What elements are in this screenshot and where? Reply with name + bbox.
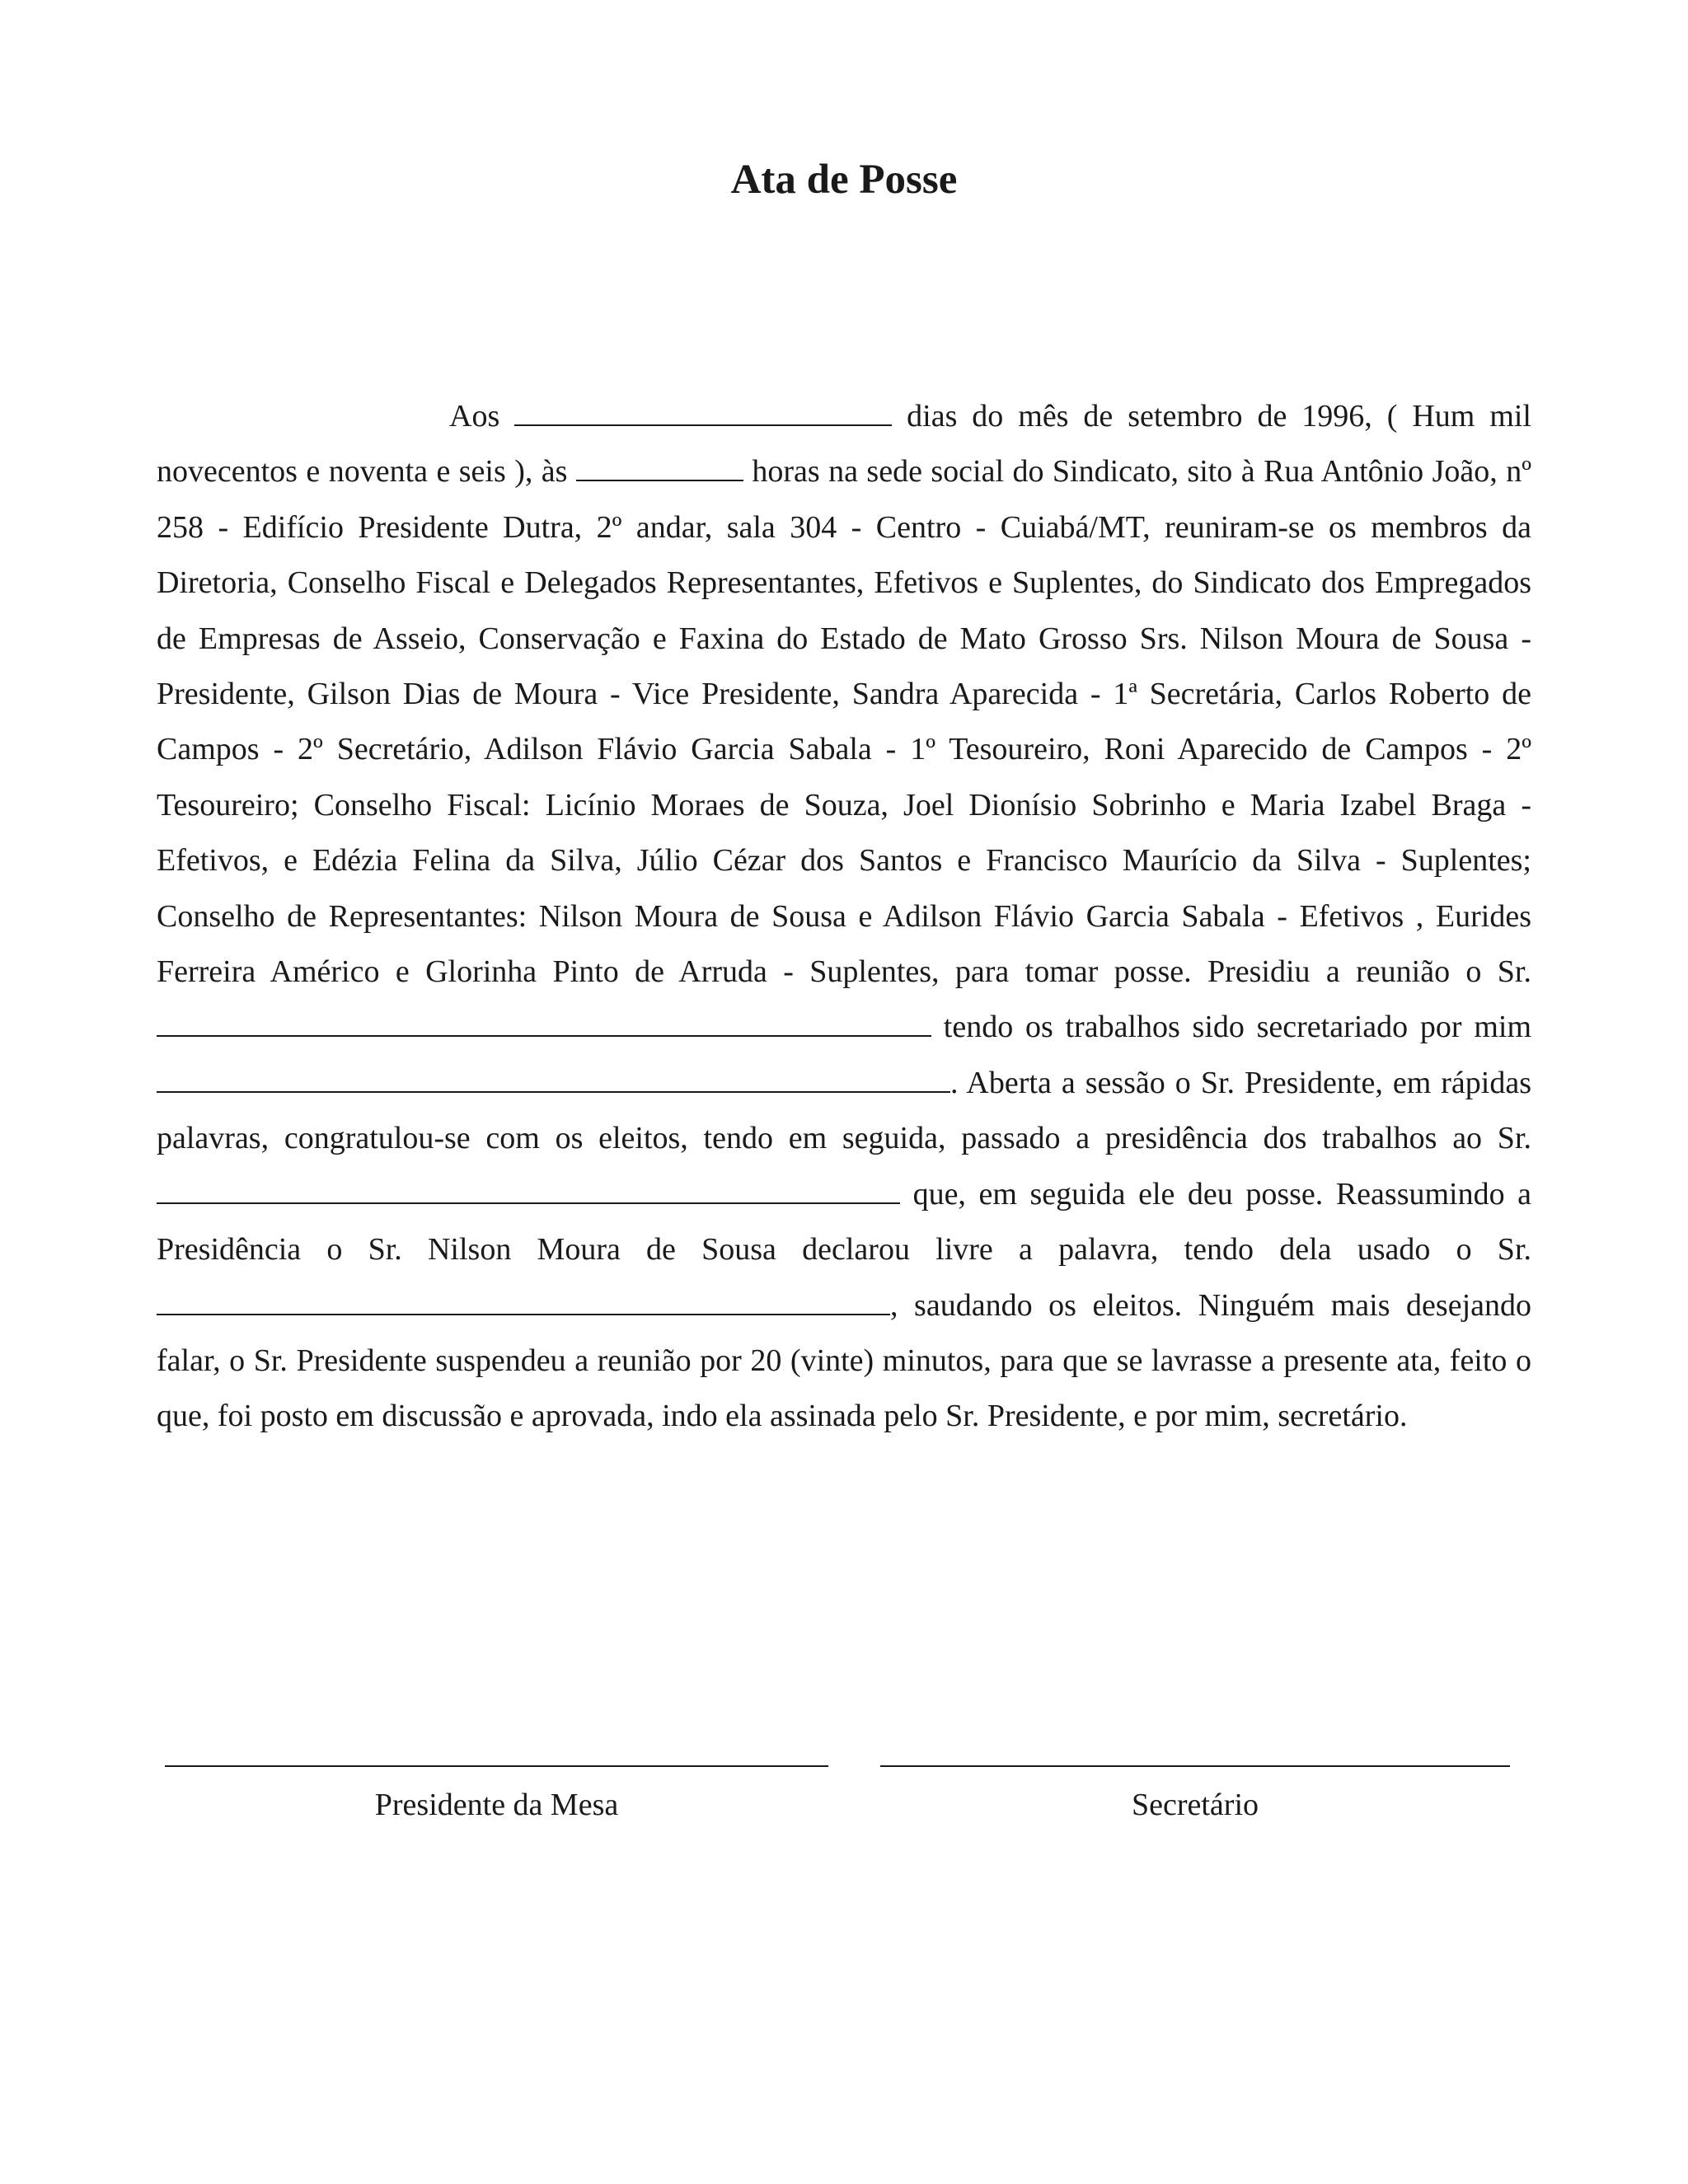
signature-label-president: Presidente da Mesa bbox=[374, 1788, 619, 1822]
minutes-paragraph bbox=[157, 389, 1531, 1445]
blank-acting-president-name-field bbox=[157, 1174, 900, 1204]
document-title: Ata de Posse bbox=[730, 157, 958, 203]
text-segment-5: . Aberta a sessão o Sr. Presidente, em rápidas palavras, congratulou-se com os eleitos, tendo em seguida, passado a presidência dos trabalhos ao Sr. bbox=[157, 1065, 1531, 1156]
blank-presiding-name-field bbox=[157, 1007, 931, 1037]
text-segment-4: tendo os trabalhos sido secretariado por mim bbox=[943, 1010, 1532, 1045]
blank-speaker-name-field bbox=[157, 1285, 890, 1315]
text-segment-3: horas na sede social do Sindicato, sito à Rua Antônio João, nº 258 - Edifício Presidente Dutra, 2º andar, sala 304 - Centro - Cuiabá/MT, reuniram-se os membros da Diretoria, Conselho Fiscal e Delegados Representantes, Efetivos e Suplentes, do Sindicato dos Empregados de Empresas de Asseio, Conservação e Faxina do Estado de Mato Grosso Srs. Nilson Moura de Sousa - Presidente, Gilson Dias de Moura - Vice Presidente, Sandra Aparecida - 1ª Secretária, Carlos Roberto de Campos - 2º Secretário, Adilson Flávio Garcia Sabala - 1º Tesoureiro, Roni Aparecido de Campos - 2º Tesoureiro; Conselho Fiscal: Licínio Moraes de Souza, Joel Dionísio Sobrinho e Maria Izabel Braga - Efetivos, e Edézia Felina da Silva, Júlio Cézar dos Santos e Francisco Maurício da Silva - Suplentes; Conselho de Representantes: Nilson Moura de Sousa e Adilson Flávio Garcia Sabala - Efetivos , Eurides Ferreira Américo e Glorinha Pinto de Arruda - Suplentes, para tomar posse. Presidiu a reunião o Sr. bbox=[157, 454, 1532, 990]
text-segment-7: , saudando os eleitos. Ninguém mais desejando falar, o Sr. Presidente suspendeu a reunião por 20 (vinte) minutos, para que se lavrasse a presente ata, feito o que, foi posto em discussão e aprovada, indo ela assinada pelo Sr. Presidente, e por mim, secretário. bbox=[157, 1287, 1531, 1434]
signature-line-secretary bbox=[880, 1765, 1510, 1767]
text-segment-2: dias do mês de setembro de 1996, ( Hum mil novecentos e noventa e seis ), às bbox=[157, 399, 1531, 490]
blank-secretary-name-field bbox=[157, 1063, 950, 1093]
signature-label-secretary: Secretário bbox=[1131, 1788, 1259, 1822]
blank-hour-field bbox=[576, 452, 743, 481]
blank-day-field bbox=[514, 396, 892, 426]
text-segment-1: Aos bbox=[449, 399, 500, 434]
signature-line-president bbox=[165, 1765, 828, 1767]
text-segment-6: que, em seguida ele deu posse. Reassumindo a Presidência o Sr. Nilson Moura de Sousa declarou livre a palavra, tendo dela usado o Sr. bbox=[157, 1176, 1532, 1268]
